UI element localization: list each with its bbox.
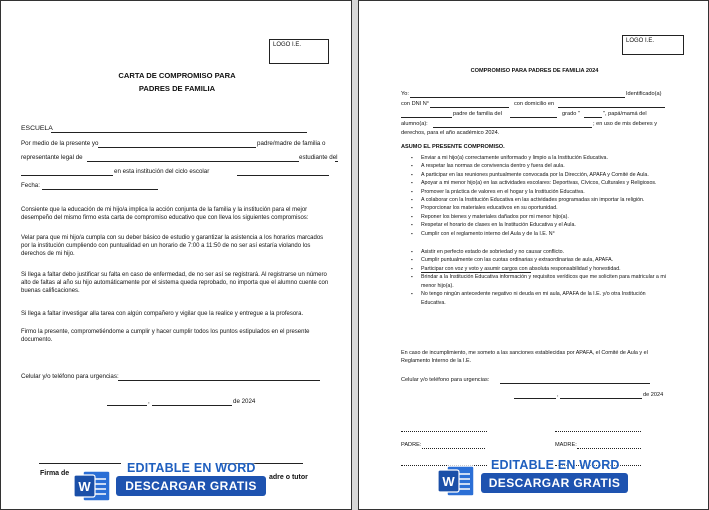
- fecha-line: [42, 189, 158, 190]
- paragraph-signature-statement: Firmo la presente, comprometiéndome a cumplir y hacer cumplir todos los puntos estipulados en el presente documento.: [21, 329, 310, 343]
- paragraph-absences: Si llega a faltar debo justificar su falta en caso de enfermedad, de no ser así se registrará. Al registrarse un número alto de faltas al año su hijo automáticamente por el sistema queda reprobado, no importa que el alumno cuente con buenas calificaciones.: [21, 272, 329, 294]
- fill-line: [401, 117, 452, 118]
- fill-line: [335, 161, 338, 162]
- svg-text:W: W: [78, 479, 91, 494]
- commitment-item: ▪ Enviar a mi hijo(a) correctamente uniformado y limpio a la Institución Educativa.: [411, 154, 667, 162]
- asumo-heading: ASUMO EL PRESENTE COMPROMISO.: [401, 144, 505, 150]
- commitment-item: ▪ Brindar a la Institución Educativa información y requisitos verídicos que me soliciten para matricular a mi menor hijo(a).: [411, 273, 667, 290]
- right-document-page: [358, 0, 709, 510]
- alumno-label: alumno(a):: [401, 121, 428, 127]
- paragraph-homework: Si llega a faltar investigar alla tarea con algún compañero y vigilar que la realice y entregue a la profesora.: [21, 311, 304, 317]
- document-title-line2: PADRES DE FAMILIA: [138, 84, 216, 93]
- identificado-label: Identificado(a): [626, 91, 662, 97]
- commitment-item: ▪ Reponer los bienes y materiales dañados por mi menor hijo(a).: [411, 213, 667, 221]
- papa-mama-label: ", papá/mamá del: [603, 111, 647, 117]
- padre-familia-label: padre de familia del: [453, 111, 502, 117]
- paragraph-consent: Consiente que la educación de mi hijo/a implica la acción conjunta de la familia y la institución para el mejor desempeño del mismo firmo esta carta de compromiso educativo que con lleva los siguientes compromisos:: [21, 207, 309, 221]
- date-comma: ,: [148, 398, 150, 405]
- date-month-line: [560, 398, 642, 399]
- incumplimiento-text: En caso de incumplimiento, me someto a las sanciones establecidas por APAFA, el Comité de Aula y el Reglamento Interno de la I.E.: [401, 350, 648, 365]
- fill-line: [584, 117, 602, 118]
- commitment-item: ▪ Participar con voz y voto y asumir cargos con absoluta responsabilidad y honestidad.: [411, 265, 667, 273]
- intro-line1-a: Por medio de la presente yo: [21, 140, 99, 147]
- fecha-label: Fecha:: [21, 182, 40, 189]
- commitment-item: ▪ Asistir en perfecto estado de sobriedad y no causar conflicto.: [411, 248, 667, 256]
- download-promo: [73, 461, 273, 506]
- firma-label-end: adre o tutor: [269, 474, 308, 481]
- padre-line: [422, 448, 485, 449]
- en-uso-label: ; en uso de mis deberes y: [593, 121, 658, 127]
- date-year: de 2024: [233, 398, 256, 405]
- grado-label: grado ": [562, 111, 580, 117]
- fill-line: [21, 175, 113, 176]
- commitment-item: ▪ Proporcionar los materiales educativos en su oportunidad.: [411, 204, 667, 212]
- date-comma: ,: [557, 392, 559, 398]
- download-promo: [437, 458, 637, 503]
- commitment-item: ▪ Cumplir con el reglamento interno del Aula y de la I.E. N°: [411, 230, 667, 238]
- word-icon: [73, 470, 111, 502]
- signature-line: [401, 431, 487, 432]
- logo-placeholder: LOGO I.E.: [622, 35, 684, 55]
- signature-line: [39, 463, 121, 464]
- fill-line: [433, 127, 592, 128]
- left-document-page: [0, 0, 352, 510]
- intro-line3: en esta institución del ciclo escolar: [114, 168, 210, 175]
- escuela-label: ESCUELA: [21, 125, 53, 132]
- svg-text:W: W: [442, 474, 455, 489]
- paragraph-attendance: Velar para que mi hijo/a cumpla con su deber básico de estudio y garantizar la asistencia a los horarios marcados por la institución cumpliendo con puntualidad en un horario de 7:00 a 11:50 de no ser así estaría violando los derechos de mi hijo.: [21, 235, 324, 257]
- editable-en-word-label: EDITABLE EN WORD: [127, 461, 256, 475]
- commitment-item: ▪ Promover la práctica de valores en el hogar y la Institución Educativa.: [411, 188, 667, 196]
- derechos-text: derechos, para el año académico 2024.: [401, 130, 500, 136]
- commitment-item: ▪ A respetar las normas de convivencia dentro y fuera del aula.: [411, 162, 667, 170]
- document-title-line1: CARTA DE COMPROMISO PARA: [118, 71, 236, 80]
- madre-line: [577, 448, 641, 449]
- celular-line: [118, 380, 320, 381]
- fill-line: [430, 107, 509, 108]
- commitment-item: ▪ No tengo ningún antecedente negativo ni deuda en mi aula, APAFA de la I.E. y/o otra Institución Educativa.: [411, 290, 667, 307]
- intro-line2-b: estudiante del: [299, 154, 338, 161]
- yo-label: Yo:: [401, 91, 409, 97]
- fill-line: [558, 107, 665, 108]
- commitment-item: ▪ Respetar el horario de clases en la Institución Educativa y el Aula.: [411, 221, 667, 229]
- commitments-list: [411, 154, 667, 307]
- dni-label: con DNI N°: [401, 101, 430, 107]
- fill-line: [237, 175, 329, 176]
- editable-en-word-label: EDITABLE EN WORD: [491, 458, 620, 472]
- commitment-item: ▪ A colaborar con la Institución Educativa en las actividades programadas sin importar la religión.: [411, 196, 667, 204]
- date-day-line: [514, 398, 556, 399]
- document-title: COMPROMISO PARA PADRES DE FAMILIA 2024: [470, 68, 599, 74]
- escuela-line: [51, 132, 307, 133]
- commitment-item: ▪ Cumplir puntualmente con las cuotas ordinarias y extraordinarias de aula, APAFA.: [411, 256, 667, 264]
- firma-label: Firma de: [40, 470, 70, 477]
- date-day-line: [107, 405, 147, 406]
- fill-line: [421, 272, 531, 273]
- celular-line: [500, 383, 650, 384]
- celular-label: Celular y/o teléfono para urgencias:: [401, 377, 490, 383]
- signature-line: [555, 431, 641, 432]
- fill-line: [98, 147, 256, 148]
- download-button[interactable]: DESCARGAR GRATIS: [481, 473, 628, 493]
- padre-label: PADRE:: [401, 442, 422, 448]
- date-month-line: [152, 405, 232, 406]
- word-icon: [437, 465, 475, 497]
- download-button[interactable]: DESCARGAR GRATIS: [116, 476, 266, 496]
- madre-label: MADRE:: [555, 442, 577, 448]
- intro-line1-b: padre/madre de familia o: [257, 140, 326, 147]
- date-year: de 2024: [643, 392, 664, 398]
- logo-placeholder: LOGO I.E.: [269, 39, 329, 64]
- intro-line2-a: representante legal de: [21, 154, 83, 161]
- fill-line: [87, 161, 299, 162]
- commitment-item: ▪ Apoyar a mi menor hijo(a) en las actividades escolares: Deportivas, Cívicos, Culturales y Religiosos.: [411, 179, 667, 187]
- celular-label: Celular y/o teléfono para urgencias:: [21, 373, 119, 380]
- domicilio-label: con domicilio en: [514, 101, 555, 107]
- commitment-item: ▪ A participar en las reuniones puntualmente convocada por la Dirección, APAFA y Comité de Aula.: [411, 171, 667, 179]
- fill-line: [510, 117, 557, 118]
- fill-line: [410, 97, 625, 98]
